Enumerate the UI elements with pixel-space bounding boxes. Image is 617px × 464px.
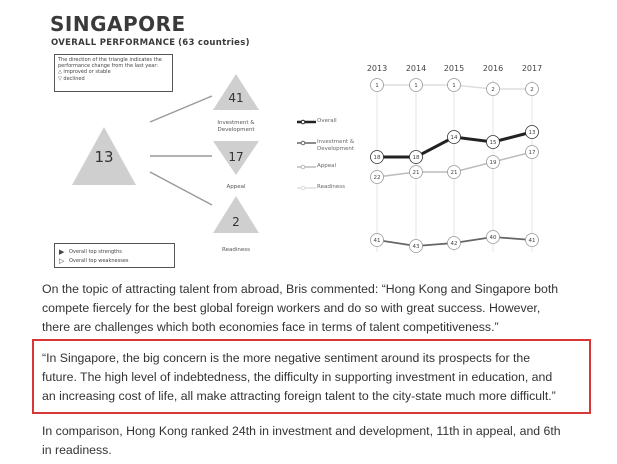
legend-investment: Investment & Development [317, 139, 355, 152]
data-point [448, 166, 461, 179]
year-label: 2015 [443, 64, 465, 73]
data-label: 42 [450, 241, 458, 247]
highlighted-quote: “In Singapore, the big concern is the more negative sentiment around its prospects for the future. The high level of indebtedness, the difficulty in supporting investment in education, and an increasing cost of life, all make attracting foreign talent to the city-state much more difficult.” [42, 351, 556, 403]
data-point [487, 231, 500, 244]
data-point [371, 171, 384, 184]
year-label: 2013 [366, 64, 388, 73]
paragraph-intro: On the topic of attracting talent from abroad, Bris commented: “Hong Kong and Singapore both compete fiercely for the best global foreign workers and do so with great success. However, there are challenges which both economies face in terms of talent competitiveness.” [42, 282, 559, 334]
data-point [526, 234, 539, 247]
investment-rank: 41 [228, 91, 244, 105]
data-label: 21 [450, 170, 458, 176]
data-point [371, 234, 384, 247]
data-point [448, 131, 461, 144]
data-point [371, 79, 384, 92]
data-point [448, 237, 461, 250]
data-point [410, 151, 423, 164]
year-label: 2014 [405, 64, 427, 73]
data-point [371, 151, 384, 164]
data-label: 18 [412, 155, 420, 161]
data-label: 18 [373, 155, 381, 161]
country-title: SINGAPORE [50, 12, 186, 36]
data-label: 1 [375, 83, 379, 89]
data-label: 19 [489, 160, 497, 166]
legend-appeal: Appeal [317, 163, 337, 169]
overall-rank: 13 [94, 148, 114, 166]
data-point [526, 83, 539, 96]
data-label: 2 [491, 87, 495, 93]
year-label: 2016 [482, 64, 504, 73]
data-label: 2 [530, 87, 534, 93]
filled-triangle-icon: ▶ [59, 247, 65, 256]
data-point [410, 240, 423, 253]
note-line: The direction of the triangle indicates the [58, 57, 162, 63]
legend-readiness: Readiness [317, 184, 345, 190]
data-label: 22 [373, 175, 381, 181]
data-label: 1 [452, 83, 456, 89]
data-label: 41 [528, 238, 536, 244]
year-label: 2017 [521, 64, 543, 73]
readiness-label: Readiness [222, 247, 250, 253]
data-point [487, 136, 500, 149]
data-point [526, 126, 539, 139]
data-point [487, 83, 500, 96]
readiness-rank: 2 [232, 215, 240, 229]
data-label: 41 [373, 238, 381, 244]
data-label: 14 [450, 135, 458, 141]
subtitle-bold: OVERALL PERFORMANCE [51, 38, 176, 48]
note-line: ▽ declined [58, 75, 85, 82]
data-point [487, 156, 500, 169]
data-label: 1 [414, 83, 418, 89]
appeal-rank: 17 [228, 150, 244, 164]
data-point [410, 79, 423, 92]
legend-overall: Overall [317, 118, 337, 124]
data-label: 15 [489, 140, 497, 146]
data-label: 21 [412, 170, 420, 176]
data-label: 40 [489, 235, 497, 241]
data-label: 13 [528, 130, 536, 136]
investment-label: Investment & Development [217, 120, 255, 133]
data-point [526, 146, 539, 159]
data-label: 17 [528, 150, 536, 156]
note-line: performance change from the last year: [58, 63, 158, 70]
legend-strengths: Overall top strengths [69, 248, 122, 255]
data-point [448, 79, 461, 92]
paragraph-comparison: In comparison, Hong Kong ranked 24th in investment and development, 11th in appeal, and 6th in readiness. [42, 424, 561, 457]
note-line: △ improved or stable [58, 69, 111, 76]
appeal-label: Appeal [226, 184, 246, 190]
data-point [410, 166, 423, 179]
legend-weaknesses: Overall top weaknesses [69, 257, 129, 264]
data-label: 43 [412, 244, 420, 250]
subtitle-count: (63 countries) [178, 38, 250, 48]
outline-triangle-icon: ▷ [59, 256, 65, 265]
